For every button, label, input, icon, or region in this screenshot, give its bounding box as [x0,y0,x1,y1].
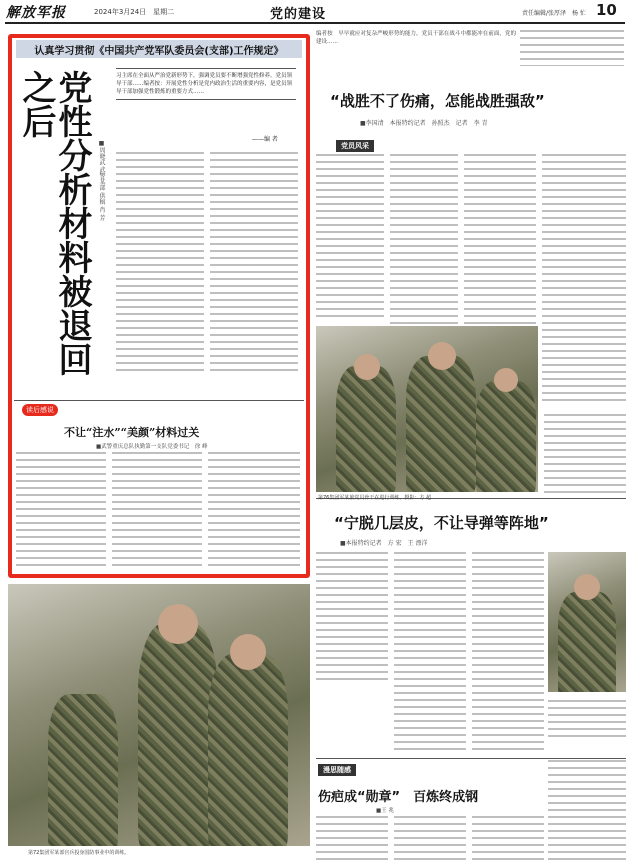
soldier-figure [48,694,118,846]
main-article-byline: ■周晓武 武警某部 供稿 肖 芳 [98,140,105,221]
sidebar-body-column-1 [16,452,106,570]
main-article-title[interactable]: 党性分析材料被退回之后 [16,70,92,376]
scar-body-column-4 [548,760,626,860]
missile-body-column-1 [316,552,388,682]
masthead [0,0,630,22]
battle-body-column-1 [316,154,384,319]
column-tag: 读后感说 [22,404,58,416]
main-body-column-1 [116,152,204,372]
section-title: 党的建设 [270,7,327,22]
photo-soldiers-training [316,326,538,492]
bottom-divider [316,758,626,759]
article-banner [16,40,302,58]
editor-note: 习主席在全面从严治党新形势下，强调党员要不断增强党性修养。党员领导干部……编者按：开展党性分析是党内政治生活的重要内容，是党员领导干部加强党性锻炼的重要方式…… [116,68,296,100]
soldier-figure [208,654,288,846]
headline-missile[interactable]: “宁脱几层皮，不让导弹等阵地” [334,514,549,532]
soldier-face [494,368,518,392]
headline-battle[interactable]: “战胜不了伤痛，怎能战胜强敌” [330,92,545,110]
missile-side-text [548,700,626,740]
photo-missile-unit [548,552,626,692]
scar-byline: ■王 兆 [376,808,394,814]
section-divider [14,400,304,401]
headline-missile-byline: ■本报特约记者 方 宏 王 漂洋 [340,540,428,547]
soldier-figure [558,592,616,692]
column-tag-thoughts: 漫思随感 [318,764,356,776]
photo-side-text [544,414,626,494]
soldier-figure [138,624,218,846]
right-intro: 编者按 早早就应对复杂严峻形势的能力，党员干部在战斗中都能冲在前面，党的建设…… [316,31,516,45]
photo-soldiers-bottom [8,584,310,846]
right-intro-lines [520,30,624,66]
sidebar-body-column-2 [112,452,202,570]
masthead-rule [5,22,625,24]
responsible-editors: 责任编辑/张厚泽 杨 忙 [522,10,586,17]
scar-body-column-3 [472,816,544,860]
soldier-face [158,604,198,644]
soldier-figure [336,366,396,492]
battle-body-column-4 [542,154,626,404]
soldier-face [574,574,600,600]
soldier-face [354,354,380,380]
soldier-figure [476,381,536,492]
photo-caption: 第76集团军某旅党员骨干在进行训练。摄影：方 超 [318,495,431,501]
soldier-face [428,342,456,370]
headline-battle-byline: ■李国清 本报特约记者 孙照杰 记者 李 青 [360,120,488,127]
missile-body-column-2 [394,552,466,752]
page-number: 10 [596,1,617,19]
newspaper-logo: 解放军报 [6,5,66,21]
banner-text: 认真学习贯彻《中国共产党军队委员会(支部)工作规定》 [34,46,284,57]
column-tag-party-member: 党员风采 [336,140,374,152]
sidebar-body-column-3 [208,452,300,570]
scar-body-column-1 [316,816,388,860]
main-body-column-2 [210,152,298,372]
scar-body-column-2 [394,816,466,860]
soldier-face [230,634,266,670]
issue-date: 2024年3月24日 星期二 [94,8,175,16]
sidebar-article-title[interactable]: 不让“注水”“美颜”材料过关 [64,426,200,439]
missile-body-column-3 [472,552,544,752]
photo-caption-bottom: 第72集团军某部官兵投身国防事业中的训练。 [28,850,130,856]
soldier-figure [406,356,476,492]
editor-signature: ——编 者 [252,136,278,143]
sidebar-article-byline: ■武警重庆总队执勤第一支队党委书记 徐 峰 [96,444,208,450]
headline-scar-medal[interactable]: 伤疤成“勋章” 百炼终成钢 [318,790,479,805]
